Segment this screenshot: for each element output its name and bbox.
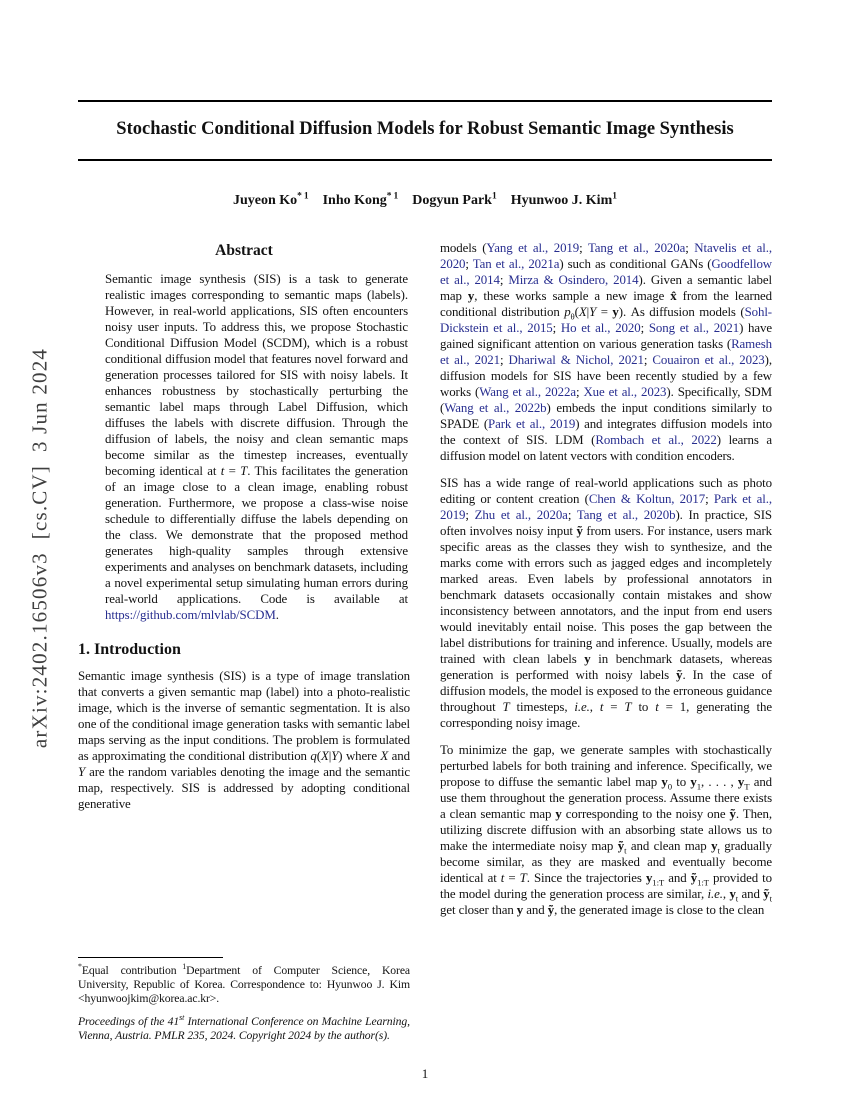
citation-link[interactable]: Rombach et al., 2022 [595, 433, 717, 447]
body-paragraph: To minimize the gap, we generate samples with stochastically perturbed labels for both training and inference. Specifically, we propose to diffuse the semantic label map $y_0$ to $y_1$, . . . , $y_T$ and use them throughout the generation process. Assume there exists a clean semantic map y corresponding to the noisy one ỹ. Then, utilizing discrete diffusion with an absorbing state allows us to make the intermediate noisy map $ỹ_t$ and clean map $y_t$ gradually become similar, as they are masked and eventually become identical at t = T. Since the trajectories $y_{1:T}$ and $ỹ_{1:T}$ provided to the model during the generation process are similar, i.e., $y_t$ and $ỹ_t$ get closer than y and ỹ, the generated image is close to the clean [440, 743, 773, 917]
intro-paragraph: Semantic image synthesis (SIS) is a type of image translation that converts a given semantic map (label) into a photo-realistic image, which is the inverse of semantic segmentation. It is also one of the conditional image generation tasks with semantic label maps serving as the input conditions. The problem is formulated as approximating the conditional distribution q(X|Y) where X and Y are the random variables denoting the image and the semantic map, respectively. SIS is addressed by adopting conditional generative [78, 669, 410, 811]
left-column [78, 240, 410, 1052]
section-heading-introduction: 1. Introduction [78, 641, 181, 658]
citation-link[interactable]: Tang et al., 2020a [587, 241, 686, 255]
authors-line: Juyeon Ko$^{* 1}$ Inho Kong$^{* 1}$ Dogyun Park$^1$ Hyunwoo J. Kim$^1$ [232, 191, 617, 208]
citation-link[interactable]: Chen & Koltun, 2017 [588, 492, 706, 506]
footnote-block [78, 957, 410, 1052]
abstract-heading: Abstract [215, 242, 273, 259]
footnote-proceedings: Proceedings of the 41st International Conference on Machine Learning, Vienna, Austria. PMLR 235, 2024. Copyright 2024 by the author(s). [78, 1013, 410, 1043]
citation-link[interactable]: Dhariwal & Nichol, 2021 [508, 353, 644, 367]
title-rule [78, 159, 772, 161]
citation-link[interactable]: Park et al., 2019 [488, 417, 576, 431]
page-number: 1 [421, 1066, 429, 1081]
citation-link[interactable]: Tang et al., 2020b [576, 508, 676, 522]
citation-link[interactable]: Xue et al., 2023 [583, 385, 667, 399]
citation-link[interactable]: Ramesh et al., 2021 [440, 337, 772, 367]
citation-link[interactable]: Couairon et al., 2023 [652, 353, 765, 367]
citation-link[interactable]: Tan et al., 2021a [472, 257, 560, 271]
url-link[interactable]: https://github.com/mlvlab/SCDM [105, 608, 276, 622]
footnote-equal-contribution: *Equal contribution $^1$Department of Computer Science, Korea University, Republic of Korea. Correspondence to: Hyunwoo J. Kim <hyunwoojkim@korea.ac.kr>. [78, 962, 410, 1006]
citation-link[interactable]: Sohl-Dickstein et al., 2015 [440, 305, 772, 335]
paper-title: Stochastic Conditional Diffusion Models for Robust Semantic Image Synthesis [116, 119, 734, 140]
citation-link[interactable]: Wang et al., 2022b [444, 401, 547, 415]
right-column [440, 240, 772, 1052]
two-column-body [78, 240, 772, 1052]
body-paragraph: SIS has a wide range of real-world applications such as photo editing or content creation (Chen & Koltun, 2017; Park et al., 2019; Zhu et al., 2020a; Tang et al., 2020b). In practice, SIS often involves noisy input ỹ from users. For instance, users mark specific areas as the classes they wish to synthesize, and the marks come with errors such as jagged edges and incompletely marked areas. Even labels by professional annotators in benchmark datasets occasionally contain mistakes and show inconsistency between annotators, and the input from end users would inevitably entail noise. This poses the gap between the label distributions for training and inference. Usually, models are trained with clean labels y in benchmark datasets, whereas generation is performed with noisy labels ỹ. In the case of diffusion models, the model is exposed to the erroneous guidance throughout T timesteps, i.e., t = T to t = 1, generating the corresponding noisy image. [440, 476, 773, 730]
citation-link[interactable]: Ho et al., 2020 [560, 321, 641, 335]
citation-link[interactable]: Goodfellow et al., 2014 [440, 257, 772, 287]
citation-link[interactable]: Park et al., 2019 [440, 492, 773, 522]
citation-link[interactable]: Zhu et al., 2020a [474, 508, 568, 522]
arxiv-watermark: arXiv:2402.16506v3 [cs.CV] 3 Jun 2024 [27, 347, 52, 749]
citation-link[interactable]: Ntavelis et al., 2020 [440, 241, 773, 271]
abstract-text: Semantic image synthesis (SIS) is a task to generate realistic images corresponding to semantic maps (labels). However, in real-world applications, SIS often encounters noisy user inputs. To address this, we propose Stochastic Conditional Diffusion Model (SCDM), which is a robust conditional diffusion model that features novel forward and generation processes tailored for SIS with noisy labels. It enhances robustness by stochastically perturbing the semantic label maps through Label Diffusion, which diffuses the labels with discrete diffusion. Through the diffusion of labels, the noisy and clean semantic maps become similar as the timestep increases, eventually becoming identical at t = T. This facilitates the generation of an image close to a clean image, enabling robust generation. Furthermore, we propose a class-wise noise schedule to differentially diffuse the labels depending on the class. We demonstrate that the proposed method generates high-quality samples through extensive experiments and analyses on benchmark datasets, including a novel experimental setup simulating human errors during real-world applications. Code is available at https://github.com/mlvlab/SCDM. [105, 272, 409, 622]
body-paragraph: models (Yang et al., 2019; Tang et al., 2020a; Ntavelis et al., 2020; Tan et al., 2021a) such as conditional GANs (Goodfellow et al., 2014; Mirza & Osindero, 2014). Given a semantic label map y, these works sample a new image x̂ from the learned conditional distribution $p_\theta(X|Y = y)$. As diffusion models (Sohl-Dickstein et al., 2015; Ho et al., 2020; Song et al., 2021) have gained significant attention on various generation tasks (Ramesh et al., 2021; Dhariwal & Nichol, 2021; Couairon et al., 2023), diffusion models for SIS have been recently studied by a few works (Wang et al., 2022a; Xue et al., 2023). Specifically, SDM (Wang et al., 2022b) embeds the input conditions similarly to SPADE (Park et al., 2019) and integrates diffusion models into the context of SIS. LDM (Rombach et al., 2022) learns a diffusion model on latent vectors with condition encoders. [440, 241, 773, 463]
citation-link[interactable]: Yang et al., 2019 [486, 241, 580, 255]
footnote-rule [78, 957, 223, 958]
citation-link[interactable]: Song et al., 2021 [648, 321, 740, 335]
citation-link[interactable]: Wang et al., 2022a [479, 385, 576, 399]
citation-link[interactable]: Mirza & Osindero, 2014 [508, 273, 639, 287]
